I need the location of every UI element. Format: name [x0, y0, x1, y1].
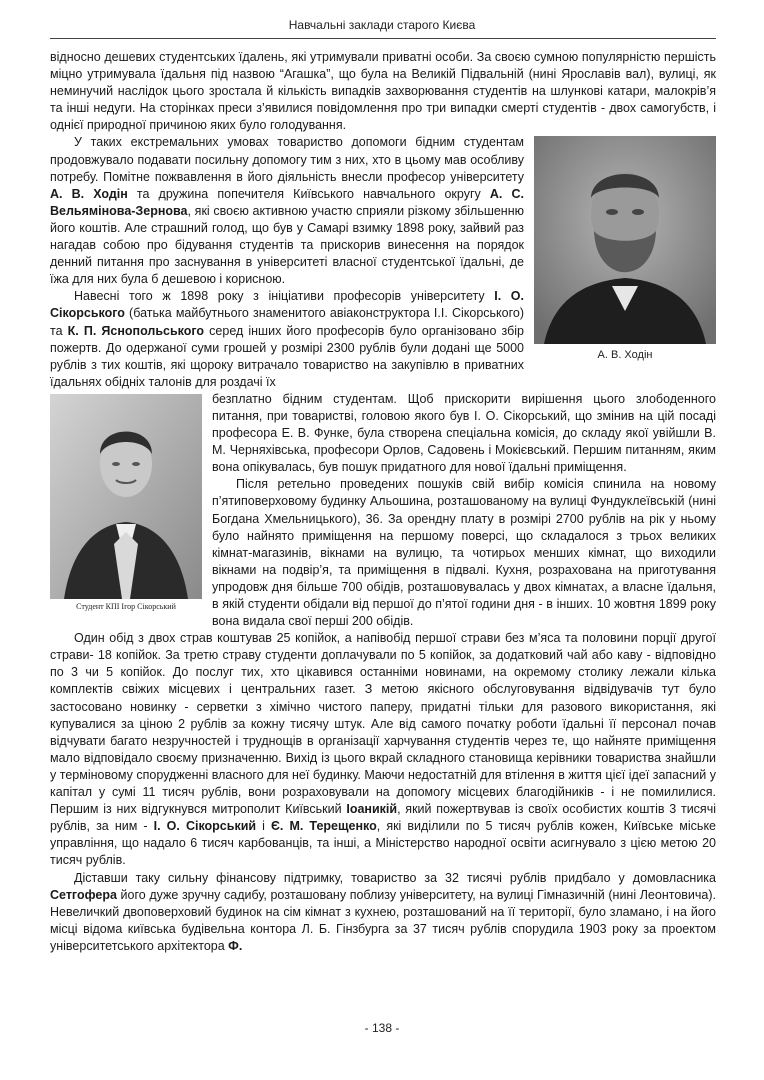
header-rule: [50, 38, 716, 39]
page-number: - 138 -: [364, 1021, 400, 1035]
paragraph-4: Після ретельно проведених пошуків свій вибір комісія спинила на новому п’ятиповерховому будинку Альошина, розташованому на вулиці Фундуклеївській (нині Богдана Хмельницького), 36. За орендну плату в розмірі 2700 рублів на рік у ньому було найнято приміщення на першому поверсі, що складалося з трьох великих кімнат-магазинів, вікнами на вулицю, та чотирьох менших кімнат, що виходили вікнами на подвір’я, та приміщення в підвалі. Кухня, розрахована на приготування упродовж дня більше 700 обідів, розташовувалась у двох кімнатах, а власне їдальня, в якій студенти обідали від першої до п’ятої години дня - в інших. 10 жовтня 1899 року вона видала свої перші 200 обідів.: [212, 477, 716, 629]
figure-khodin: [534, 136, 716, 362]
portrait-image: [50, 394, 202, 599]
paragraph-3-start: Навесні того ж 1898 року з ініціативи професорів університету І. О. Сікорського (батька майбутнього знаменитого авіаконструктора І.І. Сікорського) та К. П. Яснопольського серед інших його професорів було організовано збір пожертв. До одержаної суми грошей у розмірі 2300 рублів були додані ще 5000 рублів з тих коштів, які щороку витрачало товариство на закупівлю в приватних їдальнях обідніх талонів для роздачі їх: [50, 289, 524, 389]
paragraph-3-end: безплатно бідним студентам. Щоб прискорити вирішення цього злободенного питання, при товаристві, головою якого був І. О. Сікорський, що змінив на цій посаді професора Е. В. Функе, була створена спеціальна комісія, до складу якої увійшли В. М. Черняхівська, професори Орлов, Садовень і Мокієвський. Першим питанням, яким вона опікувалась, був пошук придатного для нової їдальні приміщення.: [212, 391, 716, 475]
paragraph-2: У таких екстремальних умовах товариство допомоги бідним студентам продовжувало подавати посильну допомогу тим з них, хто в цьому мав особливу потребу. Помітне пожвавлення в його діяльність внесли професор університету А. В. Ходін та дружина попечителя Київського навчального округу А. С. Вельямінова-Зернова, які своєю активною участю сприяли різкому збільшенню його коштів. Але страшний голод, що був у Самарі взимку 1898 року, зайвий раз нагадав собою про бідування студентів та прискорив винесення на порядок денний питання про заснування в університеті власної студентської їдальні, де їжа для них була б дешевою і корисною.: [50, 135, 524, 287]
paragraph-6: Діставши таку сильну фінансову підтримку, товариство за 32 тисячі рублів придбало у домовласника Сетгофера його дуже зручну садибу, розташовану поблизу університету, на вулиці Гімназичній (нині Леонтовича). Невеличкий двоповерховий будинок на сім кімнат з кухнею, розташований на її території, було зламано, і на його місці відома київська будівельна контора Л. Б. Гінзбурга за 37 тисяч рублів спорудила 1903 року за проектом університетського архітектора Ф.: [50, 870, 716, 953]
body-text: [50, 49, 716, 955]
paragraph-5: Один обід з двох страв коштував 25 копійок, а напівобід першої страви без м’яса та половини порції другої страви- 18 копійок. За третю страву студенти доплачували по 5 копійок, за додатковий чай або каву - відповідно по 3 чи 5 копійок. До послуг тих, хто цікавився останніми новинами, на окремому столику лежали кілька комплектів свіжих місцевих і центральних газет. З метою якісного обслуговування відвідувачів тут було застосовано новинку - серветки з хімічно чистого паперу, придатні тільки для разового використання, які купувалися за ціною 2 рублів за кожну тисячу штук. Але від самого початку роботи їдальні її персонал почав відчувати багато незручностей і труднощів в організації харчування студентів через те, що найняте приміщення мало відповідало своєму призначенню. Вихід із цього вкрай складного становища керівники товариства знайшли у терміновому спорудженні власного для неї будинку. Маючи недостатній для втілення в життя цієї ідеї запасний у капітал у сумі 11 тисяч рублів, вони розраховували на допомогу місцевих благодійників - і не помилилися. Першим із них відгукнувся митрополит Київський Іоаникій, який пожертвував із своїх особистих коштів 3 тисячі рублів, за ним - І. О. Сікорський і Є. М. Терещенко, які виділили по 5 тисяч рублів кожен, Київське міське управління, що надало 6 тисяч карбованців, та інші, а Міністерство народної освіти асигнувало з цією метою 20 тисяч рублів.: [50, 631, 717, 868]
figure-sikorsky: [50, 394, 202, 612]
sikorsky-caption: Студент КПІ Ігор Сікорський: [76, 601, 176, 611]
paragraph-1: відносно дешевих студентських їдалень, які утримували приватні особи. За своєю сумною популярністю першість міцно утримувала їдальня під назвою “Агашка”, що була на Великій Підвальній (нині Ярославів вал), вулиці, як неминучий наслідок цього зростала й кількість випадків захворювання студентів на шлункові катари, малокрів’я та інші недуги. На сторінках преси з’явилися повідомлення про три випадки смерті студентів - двох самогубств, і однієї природної причиною яких було голодування.: [50, 50, 716, 133]
portrait-image: [534, 136, 716, 344]
sikorsky-portrait-photo: [50, 394, 202, 599]
running-head: Навчальні заклади старого Києва: [288, 18, 476, 32]
khodin-caption: А. В. Ходін: [597, 349, 653, 362]
khodin-portrait-photo: [534, 136, 716, 344]
